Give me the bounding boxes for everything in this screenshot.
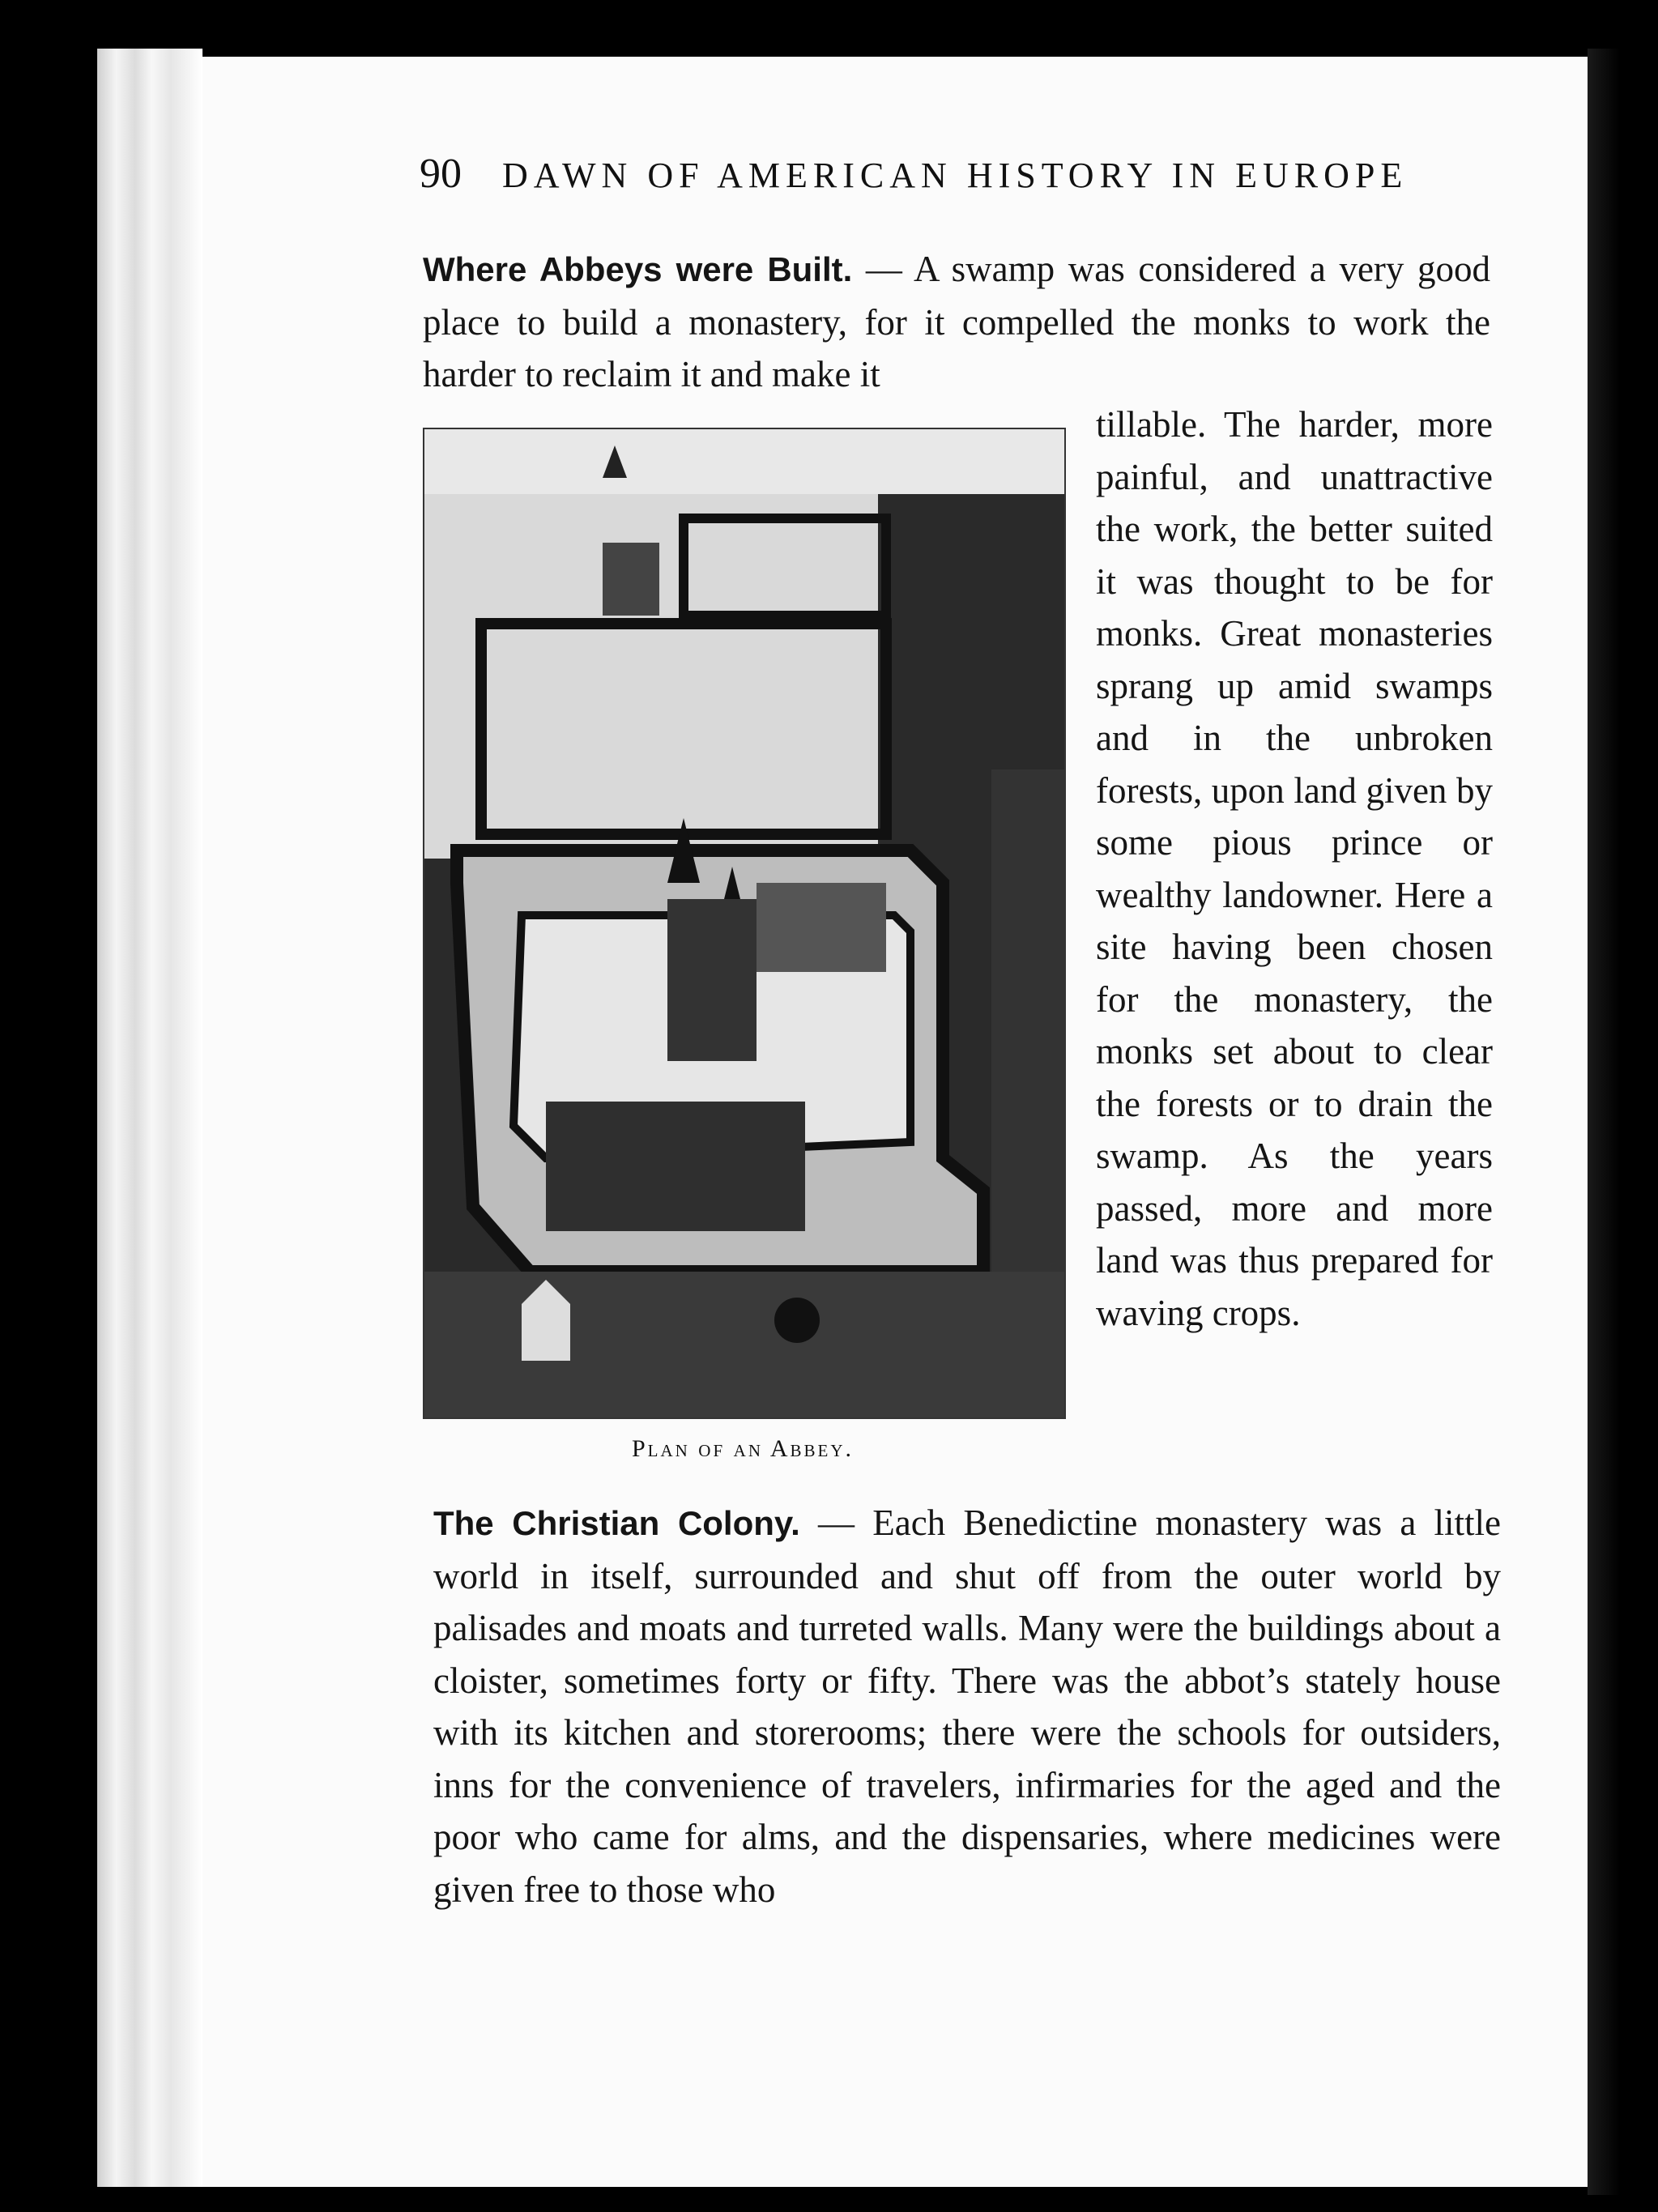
page-number: 90 (420, 151, 462, 197)
paragraph-christian-colony (433, 1497, 1501, 1916)
paragraph-text: — Each Benedictine monastery was a little world in itself, surrounded and shut off from the outer world by palisades and moats and turreted walls. Many were the buildings about a cloister, sometimes forty or fifty. There was the abbot’s stately house with its kitchen and storerooms; there were the schools for outsiders, inns for the convenience of travelers, infirmaries for the aged and the poor who came for alms, and the dispensaries, where medicines were given free to those who (433, 1502, 1501, 1910)
abbey-plan-illustration (423, 428, 1066, 1419)
figure-caption: Plan of an Abbey. (631, 1435, 855, 1462)
page-edge (97, 49, 202, 2187)
section-heading-christian-colony: The Christian Colony. (433, 1504, 800, 1542)
page-gutter-shadow (1588, 49, 1620, 2195)
paragraph-where-abbeys (423, 243, 1490, 401)
running-header (420, 150, 1416, 198)
paragraph-wrap-text: tillable. The harder, more painful, and unattractive the work, the better suited it was thought to be for monks. Great monasteries sprang up amid swamps and in the unbroken forests, upon land given by some pious prince or wealthy landowner. Here a site having been chosen for the monastery, the monks set about to clear the forests or to drain the swamp. As the years passed, more and more land was thus prepared for waving crops. (1096, 404, 1493, 1333)
running-title: DAWN OF AMERICAN HISTORY IN EUROPE (502, 156, 1409, 195)
paragraph-text: — A swamp was considered a very good place to build a monastery, for it compelled the monks to work the harder to reclaim it and make it (423, 249, 1491, 394)
section-heading-where-abbeys: Where Abbeys were Built. (423, 250, 853, 288)
